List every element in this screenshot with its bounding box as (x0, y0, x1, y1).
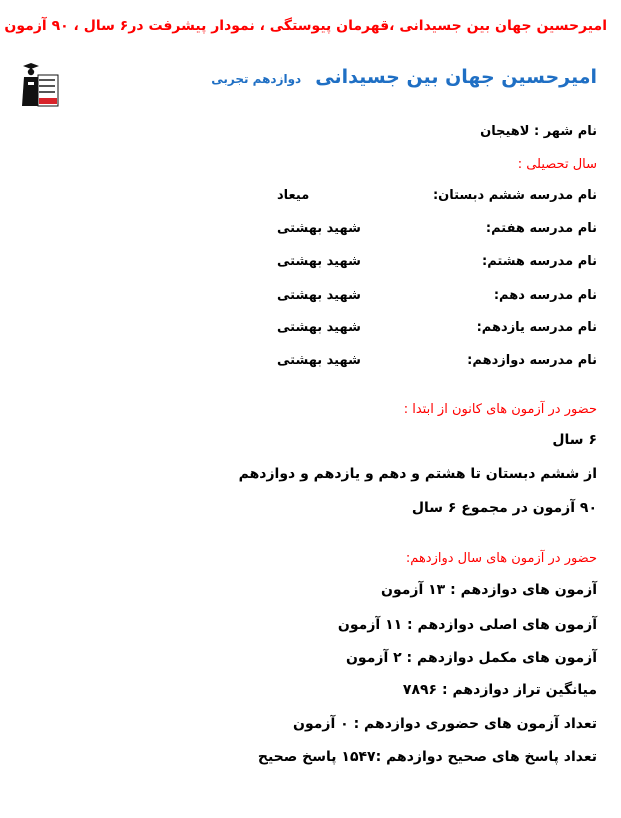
school-label: نام مدرسه دوازدهم: (467, 353, 597, 368)
attendance-years: ۶ سال (552, 432, 597, 448)
grade12-item: تعداد پاسخ های صحیح دوازدهم :۱۵۴۷ پاسخ صحیح (257, 749, 597, 765)
education-label: سال تحصیلی : (517, 157, 597, 172)
city-line: نام شهر : لاهیجان (480, 124, 597, 139)
grade12-item: آزمون های اصلی دوازدهم : ۱۱ آزمون (337, 617, 597, 633)
student-name: امیرحسین جهان بین جسیدانی (315, 66, 597, 88)
graduate-logo-icon (17, 62, 59, 108)
school-label: نام مدرسه یازدهم: (476, 320, 597, 335)
school-value: شهید بهشتی (277, 320, 361, 335)
grade12-label: حضور در آزمون های سال دوازدهم: (405, 551, 597, 566)
grade12-item: تعداد آزمون های حضوری دوازدهم : ۰ آزمون (293, 716, 597, 732)
school-label: نام مدرسه ششم دبستان: (432, 188, 597, 203)
grade12-item: میانگین تراز دوازدهم : ۷۸۹۶ (402, 682, 597, 698)
school-value: شهید بهشتی (277, 288, 361, 303)
school-row (277, 188, 597, 203)
kanoon-logo (17, 62, 59, 108)
student-grade: دوازدهم تجربی (211, 72, 302, 86)
page-title: امیرحسین جهان بین جسیدانی ،قهرمان پیوستگی ، نمودار پیشرفت در۶ سال ، ۹۰ آزمون (4, 18, 607, 34)
school-label: نام مدرسه هفتم: (485, 221, 597, 236)
school-value: شهید بهشتی (277, 221, 361, 236)
school-row (277, 221, 597, 236)
school-value: میعاد (277, 188, 310, 203)
attendance-total: ۹۰ آزمون در مجموع ۶ سال (411, 500, 597, 516)
student-header (211, 66, 597, 88)
school-row (277, 254, 597, 269)
school-row (277, 353, 597, 368)
school-row (277, 288, 597, 303)
grade12-item: آزمون های مکمل دوازدهم : ۲ آزمون (345, 650, 597, 666)
attendance-label: حضور در آزمون های کانون از ابتدا : (403, 402, 597, 417)
school-label: نام مدرسه دهم: (493, 288, 597, 303)
school-label: نام مدرسه هشتم: (482, 254, 597, 269)
attendance-grades: از ششم دبستان تا هشتم و دهم و یازدهم و دوازدهم (238, 466, 597, 482)
school-value: شهید بهشتی (277, 353, 361, 368)
grade12-item: آزمون های دوازدهم : ۱۳ آزمون (381, 582, 597, 598)
school-value: شهید بهشتی (277, 254, 361, 269)
school-row (277, 320, 597, 335)
